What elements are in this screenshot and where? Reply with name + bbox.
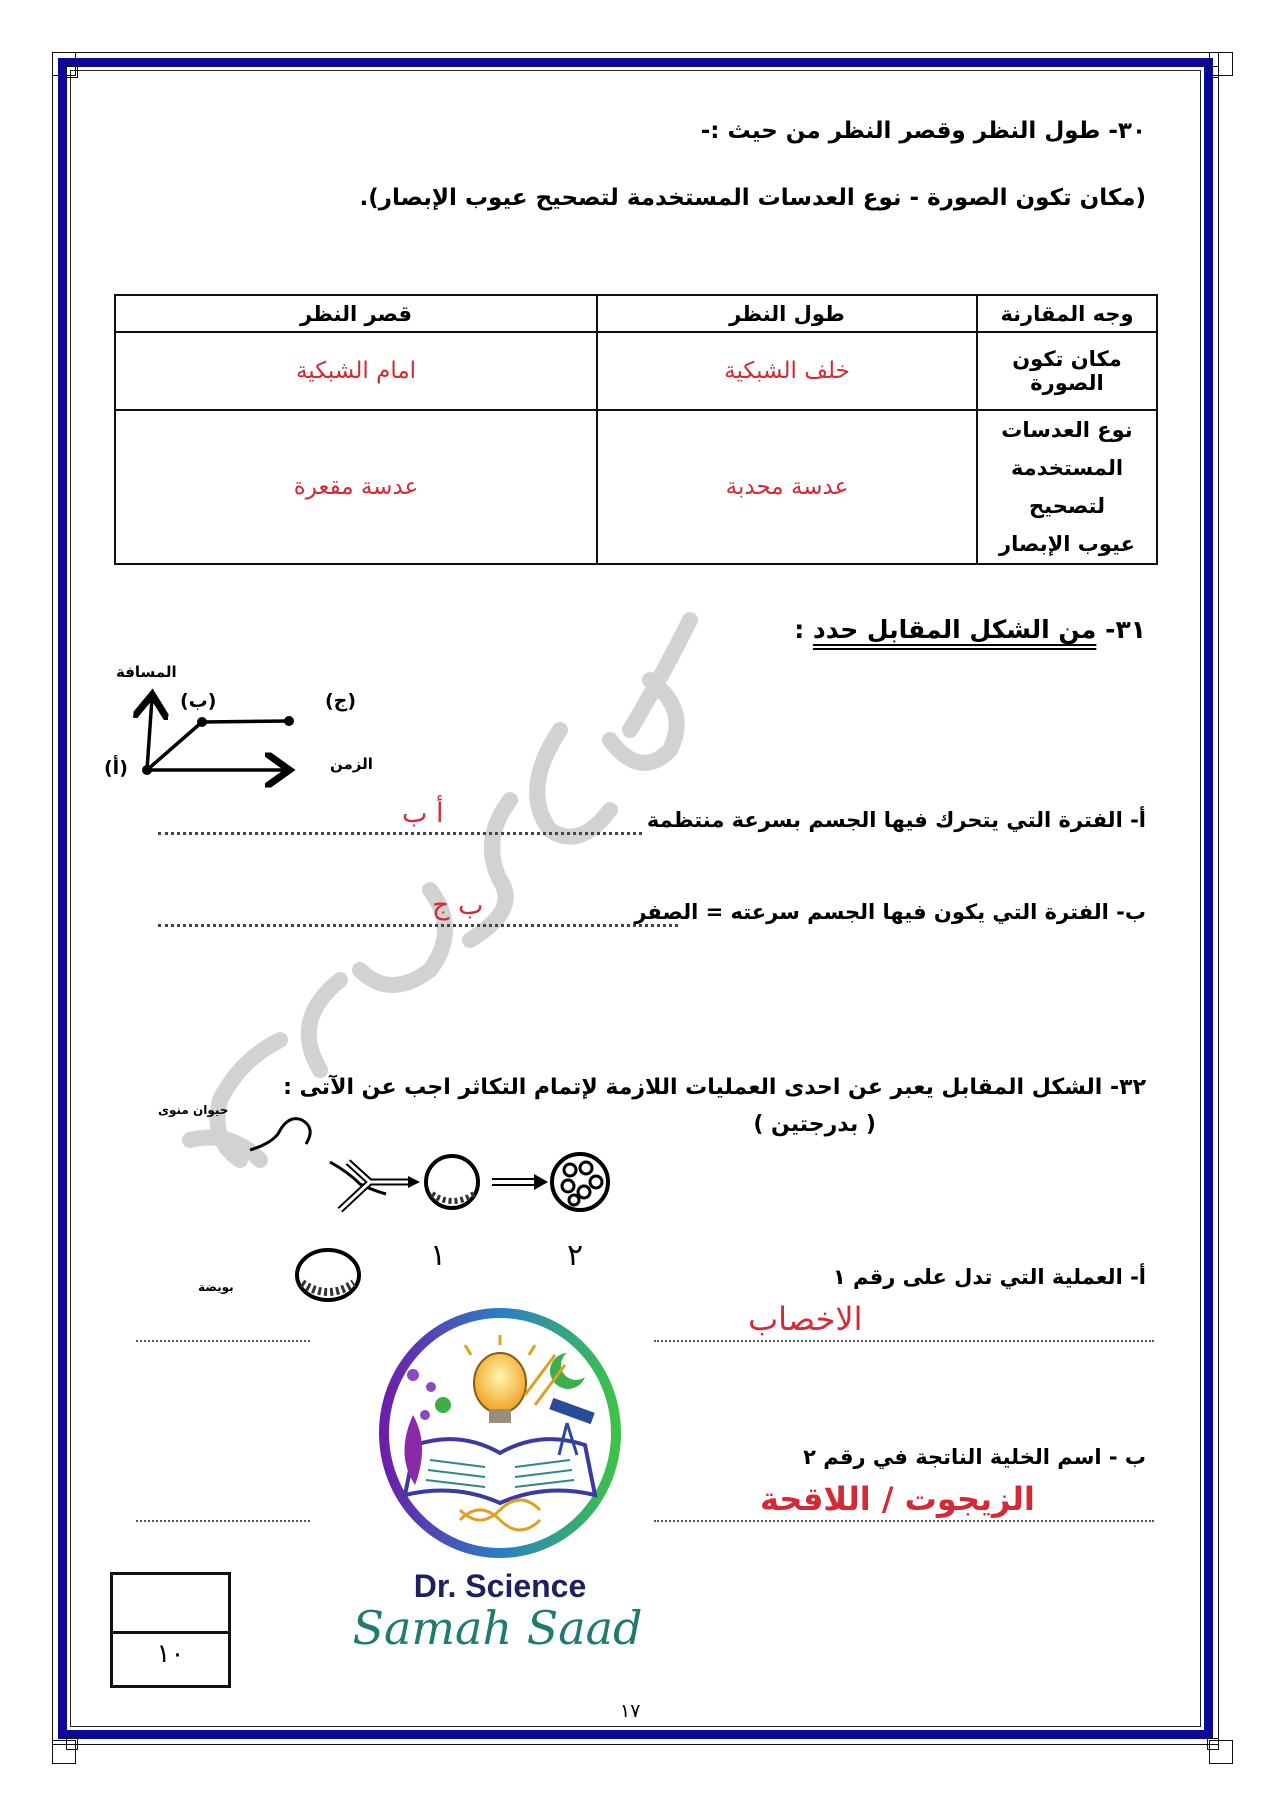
- arrow-head: [408, 1176, 420, 1188]
- answer-line: [136, 1520, 310, 1522]
- answer-line: [654, 1340, 1154, 1342]
- point-c: [284, 716, 294, 726]
- question-31a: أ- الفترة التي يتحرك فيها الجسم بسرعة منتظمة: [646, 808, 1146, 832]
- question-32-title: ٣٢- الشكل المقابل يعبر عن احدى العمليات اللازمة لإتمام التكاثر اجب عن الآتى :: [283, 1075, 1146, 1100]
- table-row: [115, 410, 1157, 564]
- table-cell: [115, 410, 597, 564]
- question-title-underlined: من الشكل المقابل حدد: [812, 615, 1097, 644]
- graph-segment-bc: [202, 721, 289, 722]
- question-colon: :: [794, 615, 805, 644]
- y-axis-label: المسافة: [116, 663, 177, 681]
- question-32a: أ- العملية التي تدل على رقم ١: [832, 1265, 1146, 1289]
- egg-cell: [288, 1245, 378, 1305]
- stage-label-2: ٢: [567, 1238, 584, 1273]
- point-b: [197, 717, 207, 727]
- answer-31a: أ ب: [402, 798, 444, 829]
- answer-31b: ب ج: [432, 890, 484, 921]
- answer-text: عدسة محدبة: [725, 474, 849, 500]
- comparison-table: [114, 294, 1158, 565]
- table-row: [115, 332, 1157, 410]
- label-line: عيوب الإبصار: [999, 532, 1135, 556]
- egg-label: بويضة: [198, 1280, 234, 1294]
- table-cell: [597, 410, 977, 564]
- sperm-icon: [250, 1119, 310, 1150]
- question-30-subtitle: (مكان تكون الصورة - نوع العدسات المستخدمة لتصحيح عيوب الإبصار).: [359, 185, 1146, 211]
- point-label-c: (ج): [325, 690, 357, 712]
- answer-text: خلف الشبكية: [724, 358, 850, 384]
- label-line: نوع العدسات: [1001, 418, 1133, 442]
- question-32-marks: ( بدرجتين ): [753, 1112, 876, 1137]
- fertilization-figure: [230, 1100, 620, 1220]
- answer-32a: الاخصاب: [748, 1300, 863, 1338]
- question-number: ٣١-: [1105, 615, 1146, 644]
- x-axis-label: الزمن: [330, 755, 373, 773]
- score-total: ١٠: [156, 1639, 185, 1669]
- lightbulb-icon: [474, 1353, 526, 1413]
- sperm-label: حيوان منوى: [158, 1103, 229, 1117]
- y-axis: [147, 698, 152, 770]
- question-32b: ب - اسم الخلية الناتجة في رقم ٢: [803, 1445, 1146, 1469]
- table-header: قصر النظر: [115, 295, 597, 332]
- table-header: وجه المقارنة: [977, 295, 1157, 332]
- zygote-cell: [426, 1156, 478, 1208]
- graph-segment-ab: [147, 722, 202, 770]
- table-row-label: [977, 410, 1157, 564]
- corner-ornament: [1207, 1738, 1219, 1750]
- label-line: المستخدمة لتصحيح: [1010, 456, 1124, 518]
- logo-line-1: Dr. Science: [413, 1568, 587, 1604]
- logo-emblem: [335, 1305, 665, 1565]
- table-header: طول النظر: [597, 295, 977, 332]
- answer-line: [158, 924, 678, 927]
- answer-line: [136, 1340, 310, 1342]
- corner-ornament: [1207, 66, 1219, 78]
- table-cell: [597, 332, 977, 410]
- arrow-head: [534, 1174, 548, 1190]
- question-31-title: [794, 615, 1146, 644]
- answer-text: امام الشبكية: [295, 358, 417, 384]
- score-box: [110, 1572, 231, 1688]
- question-31b: ب- الفترة التي يكون فيها الجسم سرعته = الصفر: [634, 900, 1146, 924]
- table-cell: [115, 332, 597, 410]
- table-row-label: مكان تكون الصورة: [977, 332, 1157, 410]
- answer-line: [654, 1520, 1154, 1522]
- answer-32b: الزيجوت / اللاقحة: [760, 1480, 1035, 1518]
- dr-science-logo: [335, 1305, 665, 1675]
- corner-ornament: [66, 66, 78, 78]
- point-a: [142, 765, 152, 775]
- corner-ornament: [66, 1738, 78, 1750]
- answer-line: [158, 832, 642, 835]
- logo-line-2: Samah Saad: [352, 1601, 643, 1655]
- stage-label-1: ١: [430, 1238, 447, 1273]
- question-30-title: ٣٠- طول النظر وقصر النظر من حيث :-: [700, 118, 1146, 144]
- answer-text: عدسة مقعرة: [293, 474, 419, 500]
- page-number: ١٧: [620, 1700, 641, 1722]
- table-header-row: [115, 295, 1157, 332]
- score-box-divider: [113, 1631, 228, 1634]
- arrow-icon: [340, 1162, 408, 1210]
- point-label-a: (أ): [104, 757, 128, 779]
- point-label-b: (ب): [180, 690, 217, 712]
